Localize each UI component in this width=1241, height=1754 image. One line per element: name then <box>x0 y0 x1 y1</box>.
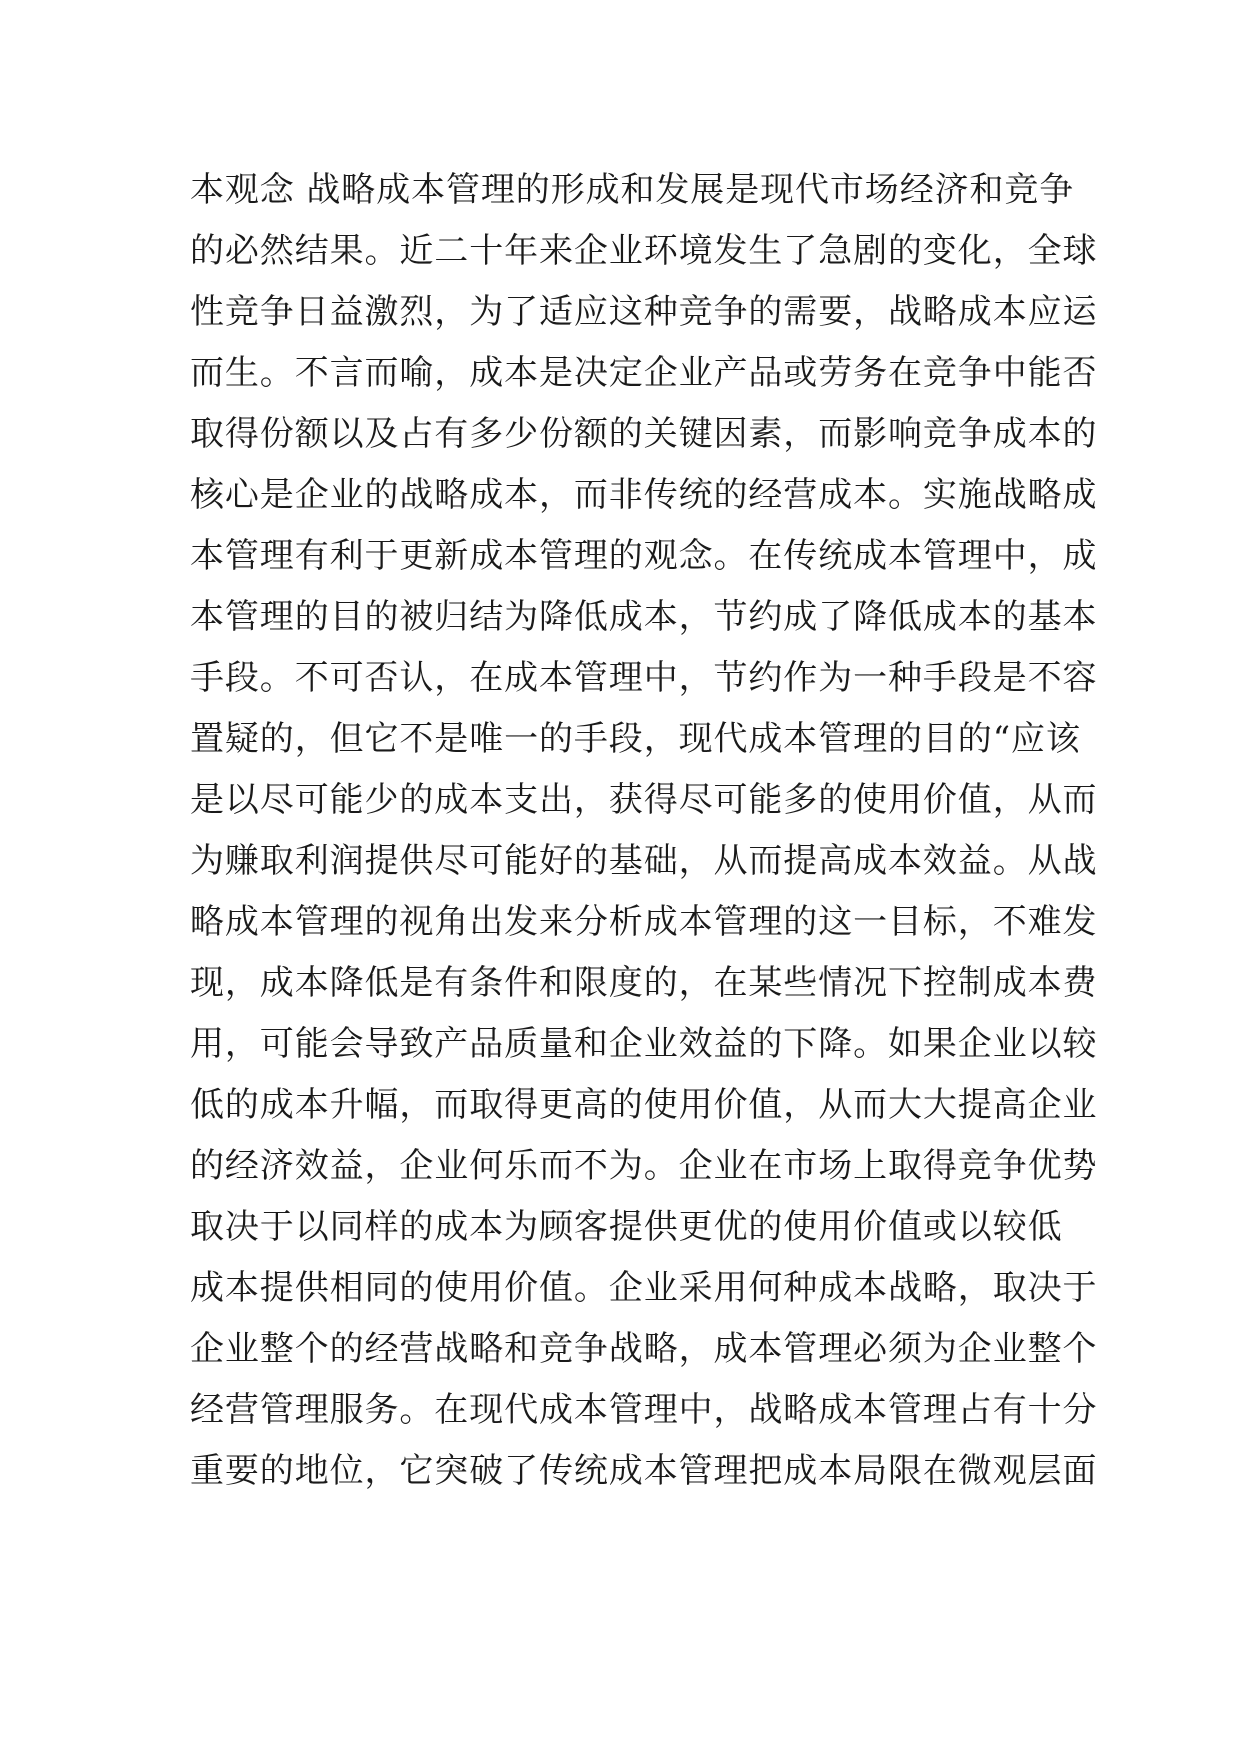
text-line: 取决于以同样的成本为顾客提供更优的使用价值或以较低 <box>190 1207 1063 1247</box>
text-line: 低的成本升幅，而取得更高的使用价值，从而大大提高企业 <box>190 1085 1098 1125</box>
text-line: 本管理有利于更新成本管理的观念。在传统成本管理中，成 <box>190 536 1098 576</box>
text-line: 现，成本降低是有条件和限度的，在某些情况下控制成本费 <box>190 963 1098 1003</box>
text-line: 而生。不言而喻，成本是决定企业产品或劳务在竞争中能否 <box>190 353 1098 393</box>
text-line: 本管理的目的被归结为降低成本，节约成了降低成本的基本 <box>190 597 1098 637</box>
text-line: 略成本管理的视角出发来分析成本管理的这一目标，不难发 <box>190 902 1098 942</box>
text-line: 重要的地位，它突破了传统成本管理把成本局限在微观层面 <box>190 1451 1098 1491</box>
text-line: 手段。不可否认，在成本管理中，节约作为一种手段是不容 <box>190 658 1098 698</box>
text-line: 企业整个的经营战略和竞争战略，成本管理必须为企业整个 <box>190 1329 1098 1369</box>
text-line: 经营管理服务。在现代成本管理中，战略成本管理占有十分 <box>190 1390 1098 1430</box>
text-line: 本观念 战略成本管理的形成和发展是现代市场经济和竞争 <box>190 170 1075 210</box>
text-line: 取得份额以及占有多少份额的关键因素，而影响竞争成本的 <box>190 414 1098 454</box>
text-line: 成本提供相同的使用价值。企业采用何种成本战略，取决于 <box>190 1268 1098 1308</box>
text-line: 核心是企业的战略成本，而非传统的经营成本。实施战略成 <box>190 475 1098 515</box>
text-line: 是以尽可能少的成本支出，获得尽可能多的使用价值，从而 <box>190 780 1098 820</box>
body-text <box>190 160 1098 1502</box>
text-line: 置疑的，但它不是唯一的手段，现代成本管理的目的“应该 <box>190 719 1081 759</box>
text-line: 性竞争日益激烈，为了适应这种竞争的需要，战略成本应运 <box>190 292 1098 332</box>
text-line: 用，可能会导致产品质量和企业效益的下降。如果企业以较 <box>190 1024 1098 1064</box>
text-line: 的经济效益，企业何乐而不为。企业在市场上取得竞争优势 <box>190 1146 1098 1186</box>
text-line: 为赚取利润提供尽可能好的基础，从而提高成本效益。从战 <box>190 841 1098 881</box>
text-line: 的必然结果。近二十年来企业环境发生了急剧的变化，全球 <box>190 231 1098 271</box>
